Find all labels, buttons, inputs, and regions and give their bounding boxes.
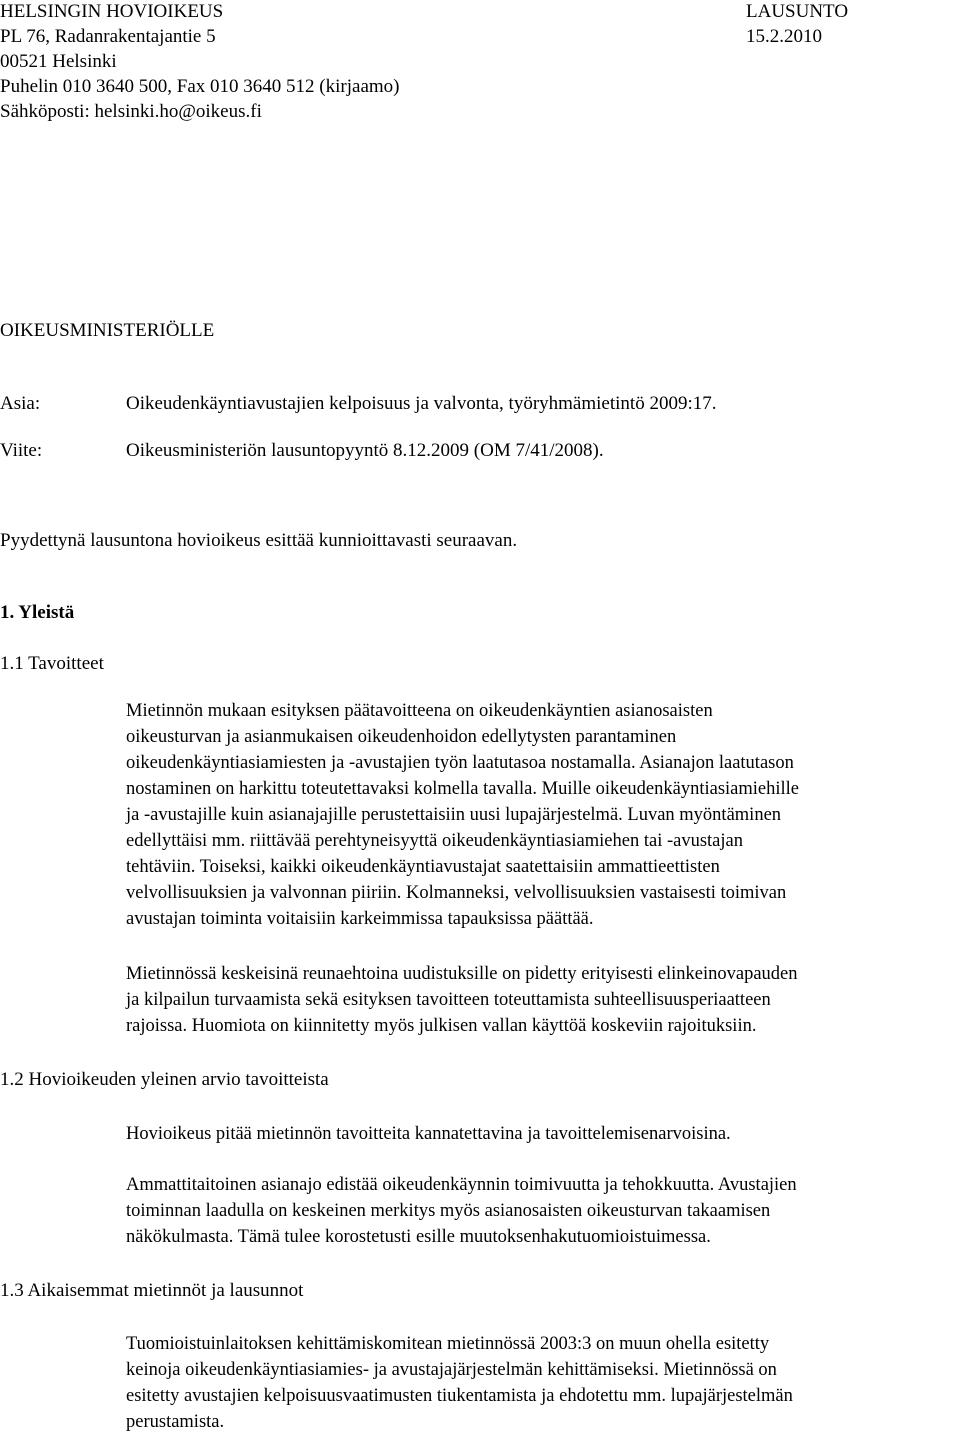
document-date: 15.2.2010 [746,26,822,47]
email-line: Sähköposti: helsinki.ho@oikeus.fi [0,101,262,122]
text-line: Ammattitaitoinen asianajo edistää oikeudenkäynnin toimivuutta ja tehokkuutta. Avustajien [126,1175,797,1195]
subsection-heading: 1.3 Aikaisemmat mietinnöt ja lausunnot [0,1280,304,1301]
paragraph-constraints [126,961,956,1039]
text-line: Hovioikeus pitää mietinnön tavoitteita kannatettavina ja tavoittelemisenarvoisina. [126,1124,731,1144]
reference-value: Oikeusministeriön lausuntopyyntö 8.12.2009 (OM 7/41/2008). [126,440,604,461]
text-line: Mietinnön mukaan esityksen päätavoitteena on oikeudenkäyntien asianosaisten [126,701,713,721]
text-line: nostaminen on harkittu toteutettavaksi kolmella tavalla. Muille oikeudenkäyntiasiamiehille [126,779,800,799]
court-name: HELSINGIN HOVIOIKEUS [0,1,224,22]
text-line: ja kilpailun turvaamista sekä esityksen tavoitteen toteuttamista suhteellisuusperiaatteen [126,990,771,1010]
address-line-2: 00521 Helsinki [0,51,117,72]
subject-label: Asia: [0,393,41,414]
text-line: velvollisuuksien ja valvonnan piiriin. Kolmanneksi, velvollisuuksien vastaisesti toimivan [126,883,787,903]
subsection-heading: 1.2 Hovioikeuden yleinen arvio tavoitteista [0,1069,329,1090]
reference-label: Viite: [0,440,43,461]
text-line: tehtäviin. Toiseksi, kaikki oikeudenkäyntiavustajat saatettaisiin ammattieettisten [126,857,720,877]
text-line: ja -avustajille kuin asianajajille perustettaisiin uusi lupajärjestelmä. Luvan myöntäminen [126,805,782,825]
text-line: perustamista. [126,1412,225,1432]
text-line: näkökulmasta. Tämä tulee korostetusti esille muutoksenhakutuomioistuimessa. [126,1227,711,1247]
text-line: oikeudenkäyntiasiamiesten ja -avustajien työn laatutasoa nostamalla. Asianajon laatutason [126,753,794,773]
paragraph-objectives [126,698,956,932]
text-line: Tuomioistuinlaitoksen kehittämiskomitean mietinnössä 2003:3 on muun ohella esitetty [126,1334,770,1354]
text-line: oikeusturvan ja asianmukaisen oikeudenhoidon edellytysten parantaminen [126,727,677,747]
subsection-heading: 1.1 Tavoitteet [0,653,104,674]
subject-value: Oikeudenkäyntiavustajien kelpoisuus ja valvonta, työryhmämietintö 2009:17. [126,393,717,414]
recipient: OIKEUSMINISTERIÖLLE [0,320,215,341]
document-type: LAUSUNTO [746,1,849,22]
text-line: esitetty avustajien kelpoisuusvaatimusten tiukentamista ja ehdotettu mm. lupajärjestelmän [126,1386,793,1406]
paragraph-court-view [126,1121,956,1147]
text-line: toiminnan laadulla on keskeinen merkitys myös asianosaisten oikeusturvan takaamisen [126,1201,771,1221]
text-line: avustajan toiminta voitaisiin karkeimmissa tapauksissa päättää. [126,909,594,929]
text-line: edellyttäisi mm. riittävää perehtyneisyyttä oikeudenkäyntiasiamiehen tai -avustajan [126,831,743,851]
phone-fax-line: Puhelin 010 3640 500, Fax 010 3640 512 (kirjaamo) [0,76,400,97]
section-heading: 1. Yleistä [0,602,75,623]
address-line-1: PL 76, Radanrakentajantie 5 [0,26,216,47]
text-line: rajoissa. Huomiota on kiinnitetty myös julkisen vallan käyttöä koskeviin rajoituksiin. [126,1016,757,1036]
paragraph-previous-reports [126,1331,956,1435]
paragraph-professional-advocacy [126,1172,956,1250]
text-line: keinoja oikeudenkäyntiasiamies- ja avustajajärjestelmän kehittämiseksi. Mietinnössä on [126,1360,777,1380]
text-line: Mietinnössä keskeisinä reunaehtoina uudistuksille on pidetty erityisesti elinkeinovapauden [126,964,798,984]
intro-sentence: Pyydettynä lausuntona hovioikeus esittää kunnioittavasti seuraavan. [0,530,518,551]
